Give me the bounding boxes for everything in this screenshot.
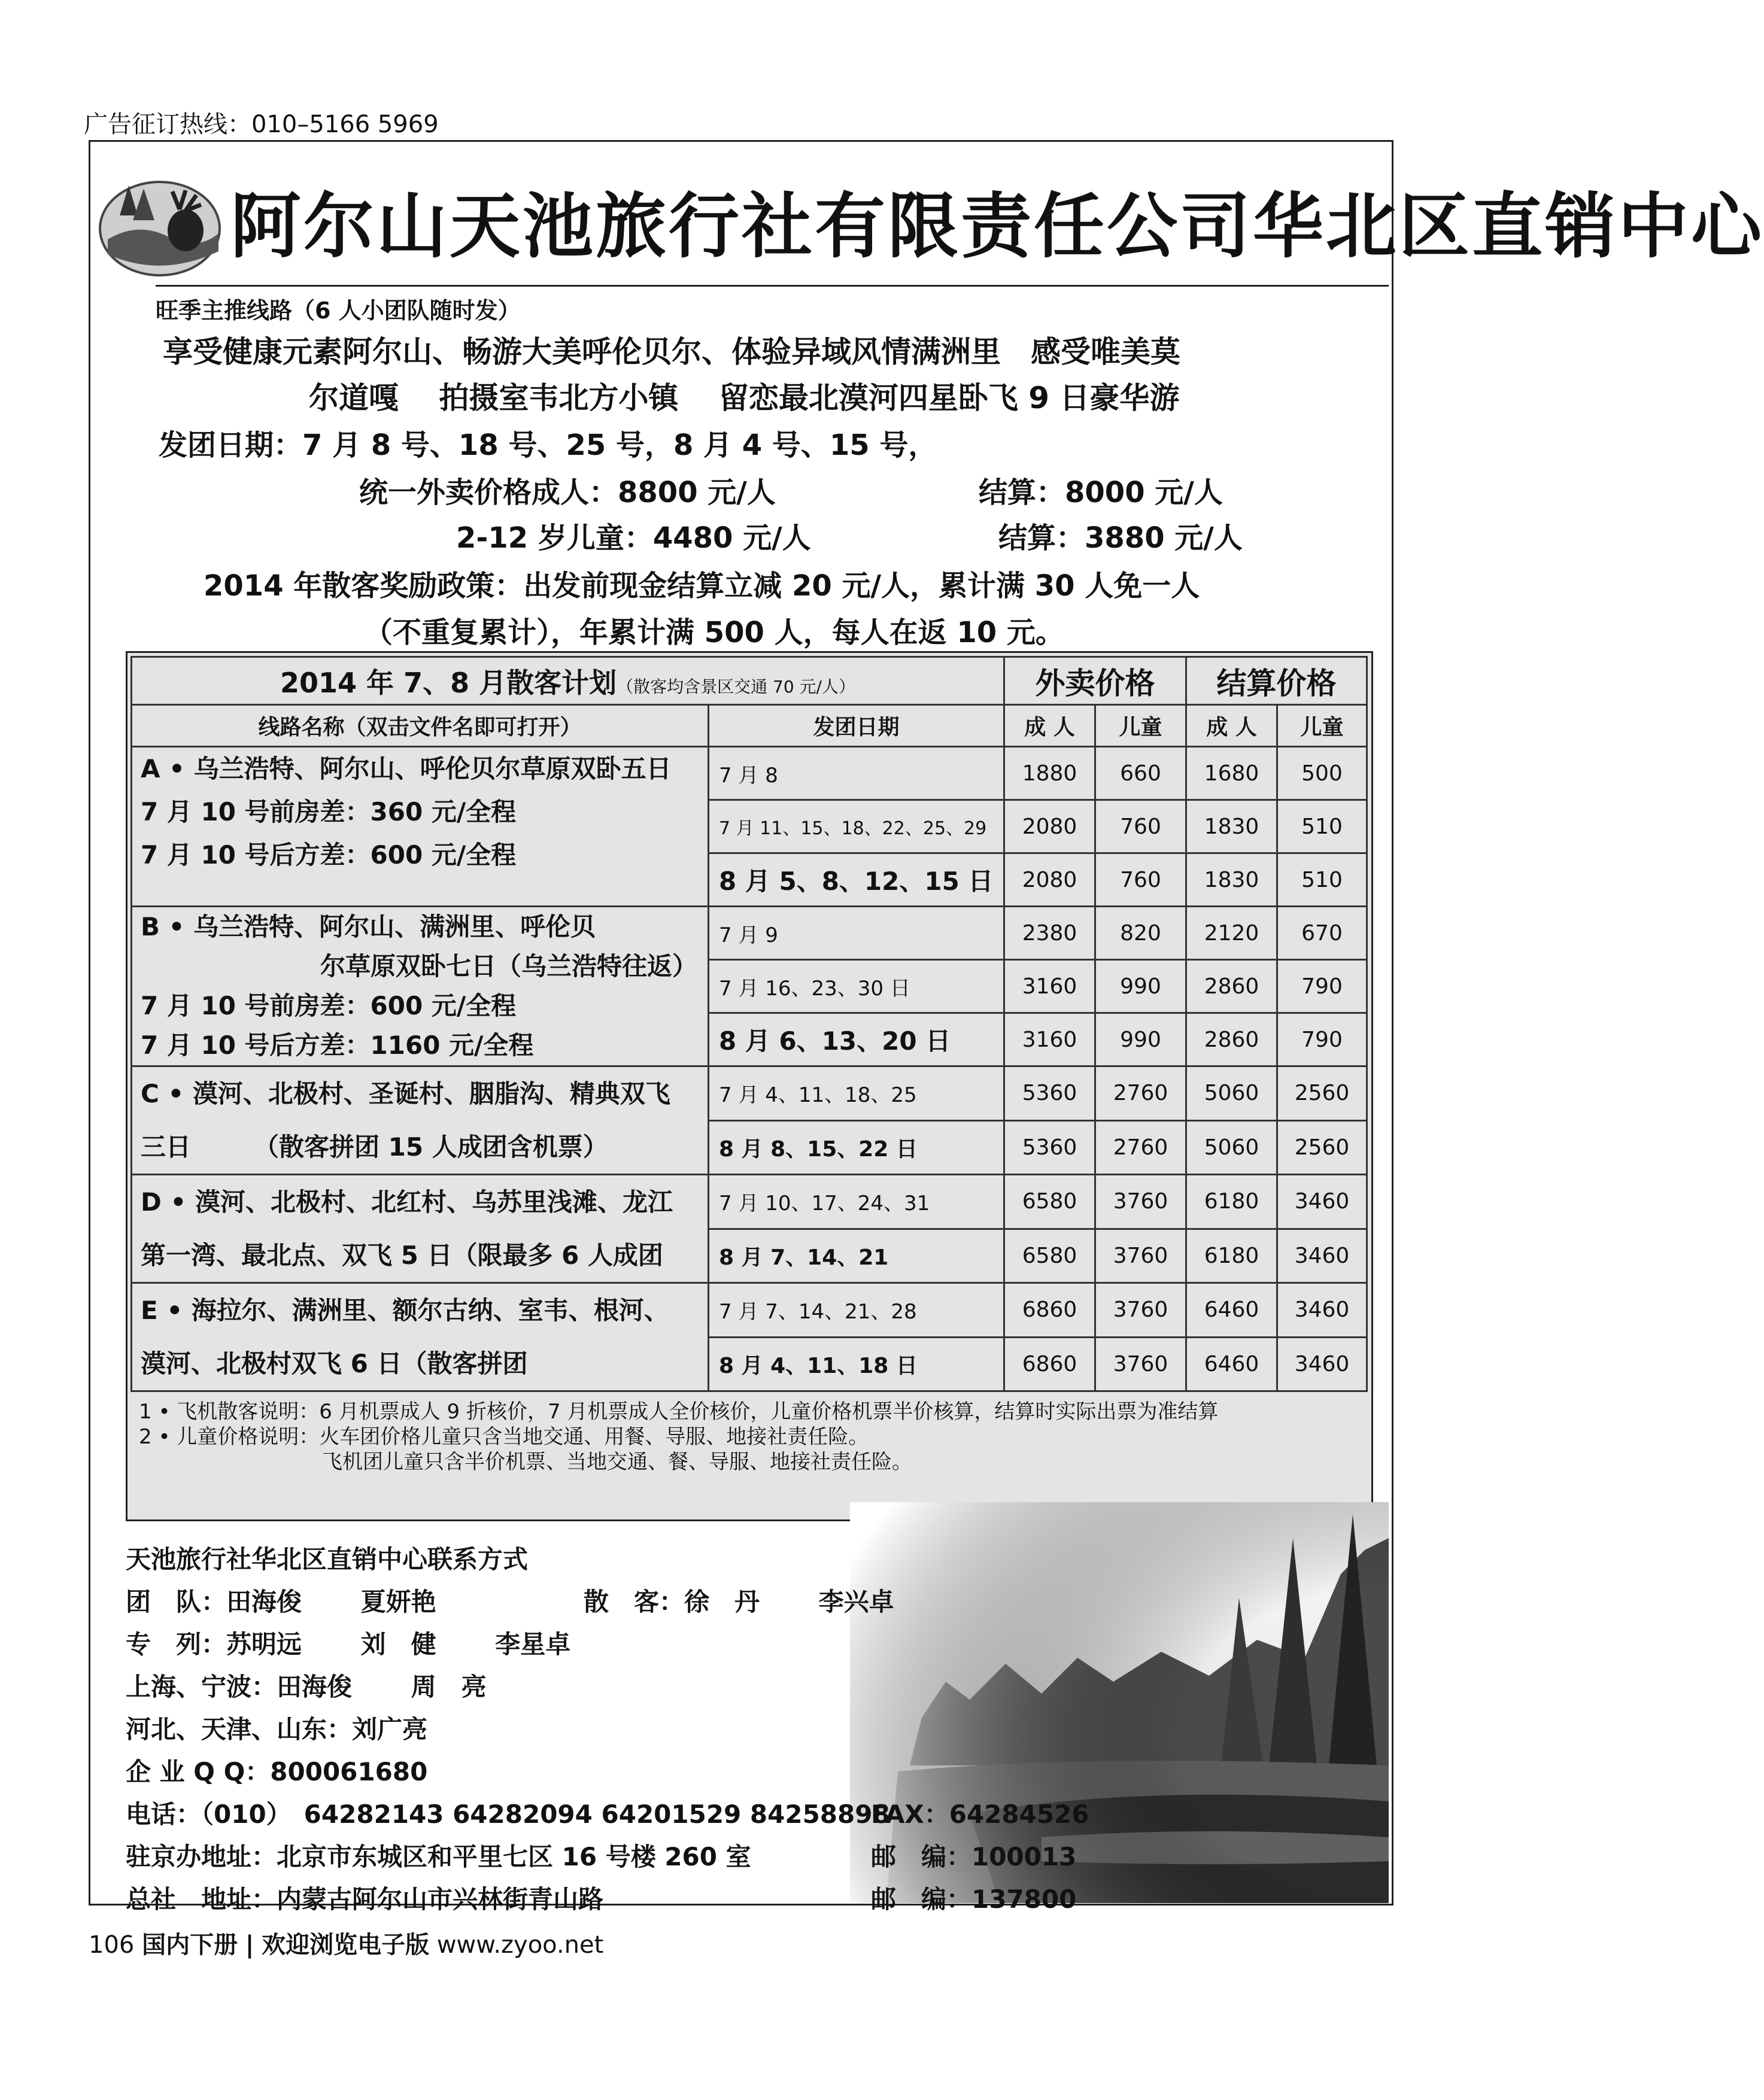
route-line: 7 月 10 号后方差：600 元/全程 [141,840,517,870]
reward-policy-2: （不重复累计），年累计满 500 人，每人在返 10 元。 [364,616,1064,649]
contact-section [126,1538,1089,1920]
price-cell: 3160 [1004,960,1095,1013]
price-cell: 3460 [1277,1229,1367,1283]
company-qq: 企 业 Q Q：800061680 [126,1757,428,1786]
departure-date: 7 月 4、11、18、25 [709,1066,1004,1121]
company-title: 阿尔山天池旅行社有限责任公司华北区直销中心 [230,184,1764,268]
departure-date: 8 月 5、8、12、15 日 [709,853,1004,907]
table-title-note: （散客均含景区交通 70 元/人） [617,676,855,697]
price-cell: 6860 [1004,1337,1095,1391]
retail-adult-header: 成 人 [1004,705,1095,747]
route-a [132,747,709,907]
route-line: 7 月 10 号前房差：600 元/全程 [141,991,517,1020]
note-line: 1 • 飞机散客说明：6 月机票成人 9 折核价，7 月机票成人全价核价，儿童价格机票半价核算，结算时实际出票为准结算 [139,1400,1219,1424]
departure-date: 7 月 16、23、30 日 [709,960,1004,1013]
price-cell: 6860 [1004,1283,1095,1338]
price-cell: 5360 [1004,1066,1095,1121]
settle-price-adult: 结算：8000 元/人 [979,476,1223,509]
price-cell: 2560 [1277,1120,1367,1175]
route-e [132,1283,709,1391]
deer-logo-icon [96,174,224,278]
contact-row-office [126,1835,1077,1878]
settle-adult-header: 成 人 [1186,705,1277,747]
price-cell: 5060 [1186,1066,1277,1121]
departure-date: 7 月 10、17、24、31 [709,1175,1004,1229]
price-cell: 660 [1095,747,1186,800]
price-cell: 6580 [1004,1175,1095,1229]
route-line: D • 漠河、北极村、北红村、乌苏里浅滩、龙江 [141,1187,673,1217]
route-column-header: 线路名称（双击文件名即可打开） [132,705,709,747]
route-line: 三日 （散客拼团 15 人成团含机票） [141,1132,608,1162]
price-cell: 2760 [1095,1066,1186,1121]
price-cell: 3760 [1095,1337,1186,1391]
route-line: C • 漠河、北极村、圣诞村、胭脂沟、精典双飞 [141,1079,670,1108]
season-label: 旺季主推线路（6 人小团队随时发） [156,297,521,324]
price-cell: 1680 [1186,747,1277,800]
contact-row-phone [126,1793,1089,1835]
price-cell: 670 [1277,907,1367,960]
title-divider [156,285,1389,287]
settle-child-header: 儿童 [1277,705,1367,747]
page-number: 106 [89,1931,135,1959]
fax-number: FAX：64284526 [871,1800,1089,1829]
departure-date: 8 月 6、13、20 日 [709,1013,1004,1066]
note-line: 2 • 儿童价格说明：火车团价格儿童只含当地交通、用餐、导服、地接社责任险。 [139,1425,869,1449]
price-cell: 990 [1095,1013,1186,1066]
price-cell: 510 [1277,800,1367,853]
price-cell: 5060 [1186,1120,1277,1175]
price-cell: 3760 [1095,1175,1186,1229]
table-title: 2014 年 7、8 月散客计划 [280,666,617,699]
beijing-zip: 邮 编：100013 [871,1842,1077,1871]
tour-plan-table [130,656,1368,1392]
price-cell: 760 [1095,800,1186,853]
route-line: B • 乌兰浩特、阿尔山、满洲里、呼伦贝 [141,912,596,941]
price-cell: 1830 [1186,853,1277,907]
departure-date: 7 月 11、15、18、22、25、29 [709,800,1004,853]
section-name: 国内下册 [142,1931,238,1959]
price-cell: 2860 [1186,960,1277,1013]
table-notes [139,1399,1218,1475]
price-cell: 3460 [1277,1337,1367,1391]
route-line: 尔草原双卧七日（乌兰浩特往返） [320,952,698,981]
price-cell: 6180 [1186,1175,1277,1229]
retail-price-adult: 统一外卖价格成人：8800 元/人 [359,476,776,509]
shanghai-contacts: 上海、宁波：田海俊 周 亮 [126,1672,487,1701]
price-cell: 3460 [1277,1175,1367,1229]
price-cell: 3160 [1004,1013,1095,1066]
beijing-office-address: 驻京办地址：北京市东城区和平里七区 16 号楼 260 室 [126,1842,751,1871]
retail-child-header: 儿童 [1095,705,1186,747]
phone-numbers: 电话：（010） 64282143 64282094 64201529 84258898 [126,1800,890,1829]
settle-price-header: 结算价格 [1186,657,1367,705]
footer-divider: | [245,1931,254,1959]
price-cell: 6580 [1004,1229,1095,1283]
settle-price-child: 结算：3880 元/人 [998,521,1243,555]
price-cell: 2760 [1095,1120,1186,1175]
price-cell: 820 [1095,907,1186,960]
retail-price-child: 2-12 岁儿童：4480 元/人 [456,521,811,555]
price-cell: 760 [1095,853,1186,907]
contact-row-hq [126,1878,1077,1920]
price-cell: 790 [1277,960,1367,1013]
price-cell: 1830 [1186,800,1277,853]
price-cell: 3460 [1277,1283,1367,1338]
price-cell: 510 [1277,853,1367,907]
route-line: 第一湾、最北点、双飞 5 日（限最多 6 人成团 [141,1241,663,1270]
price-cell: 2860 [1186,1013,1277,1066]
price-cell: 2080 [1004,853,1095,907]
departure-dates: 发团日期：7 月 8 号、18 号、25 号，8 月 4 号、15 号， [159,428,937,462]
price-cell: 2380 [1004,907,1095,960]
price-cell: 2120 [1186,907,1277,960]
price-cell: 1880 [1004,747,1095,800]
promo-line-1: 享受健康元素阿尔山、畅游大美呼伦贝尔、体验异域风情满洲里 感受唯美莫 [163,335,1180,369]
departure-date: 8 月 8、15、22 日 [709,1120,1004,1175]
departure-date: 7 月 9 [709,907,1004,960]
price-cell: 990 [1095,960,1186,1013]
price-cell: 5360 [1004,1120,1095,1175]
route-line: A • 乌兰浩特、阿尔山、呼伦贝尔草原双卧五日 [141,754,672,783]
team-contacts: 团 队：田海俊 夏妍艳 [126,1587,436,1616]
route-line: 7 月 10 号前房差：360 元/全程 [141,797,517,826]
retail-price-header: 外卖价格 [1004,657,1186,705]
table-title-cell [132,657,1004,705]
reward-policy-1: 2014 年散客奖励政策：出发前现金结算立减 20 元/人，累计满 30 人免一人 [204,569,1200,603]
price-cell: 2560 [1277,1066,1367,1121]
website-link[interactable]: www.zyoo.net [436,1931,604,1959]
departure-date: 8 月 7、14、21 [709,1229,1004,1283]
route-c [132,1066,709,1175]
route-line: E • 海拉尔、满洲里、额尔古纳、室韦、根河、 [141,1296,669,1325]
price-cell: 6460 [1186,1283,1277,1338]
departure-date: 7 月 7、14、21、28 [709,1283,1004,1338]
price-cell: 6460 [1186,1337,1277,1391]
promo-line-2: 尔道嘎 拍摄室韦北方小镇 留恋最北漠河四星卧飞 9 日豪华游 [309,381,1180,415]
route-line: 7 月 10 号后方差：1160 元/全程 [141,1031,534,1060]
page-footer [89,1926,603,1960]
departure-date: 8 月 4、11、18 日 [709,1337,1004,1391]
contact-row-team [126,1581,894,1623]
route-line: 漠河、北极村双飞 6 日（散客拼团 [141,1349,528,1378]
price-cell: 6180 [1186,1229,1277,1283]
hebei-contacts: 河北、天津、山东：刘广亮 [126,1715,428,1744]
individual-contacts: 散 客：徐 丹 李兴卓 [584,1587,894,1616]
hq-zip: 邮 编：137800 [871,1885,1077,1914]
price-cell: 3760 [1095,1283,1186,1338]
departure-date: 7 月 8 [709,747,1004,800]
special-train-contacts: 专 列：苏明远 刘 健 李星卓 [126,1630,571,1659]
footer-slogan: 欢迎浏览电子版 [262,1931,430,1959]
route-b [132,907,709,1066]
price-cell: 2080 [1004,800,1095,853]
date-column-header: 发团日期 [709,705,1004,747]
contact-heading: 天池旅行社华北区直销中心联系方式 [126,1545,529,1574]
price-cell: 3760 [1095,1229,1186,1283]
price-cell: 790 [1277,1013,1367,1066]
ad-hotline: 广告征订热线：010–5166 5969 [84,111,439,138]
note-line: 飞机团儿童只含半价机票、当地交通、餐、导服、地接社责任险。 [139,1450,912,1474]
hq-address: 总社 地址：内蒙古阿尔山市兴林街青山路 [126,1885,604,1914]
route-d [132,1175,709,1283]
price-cell: 500 [1277,747,1367,800]
